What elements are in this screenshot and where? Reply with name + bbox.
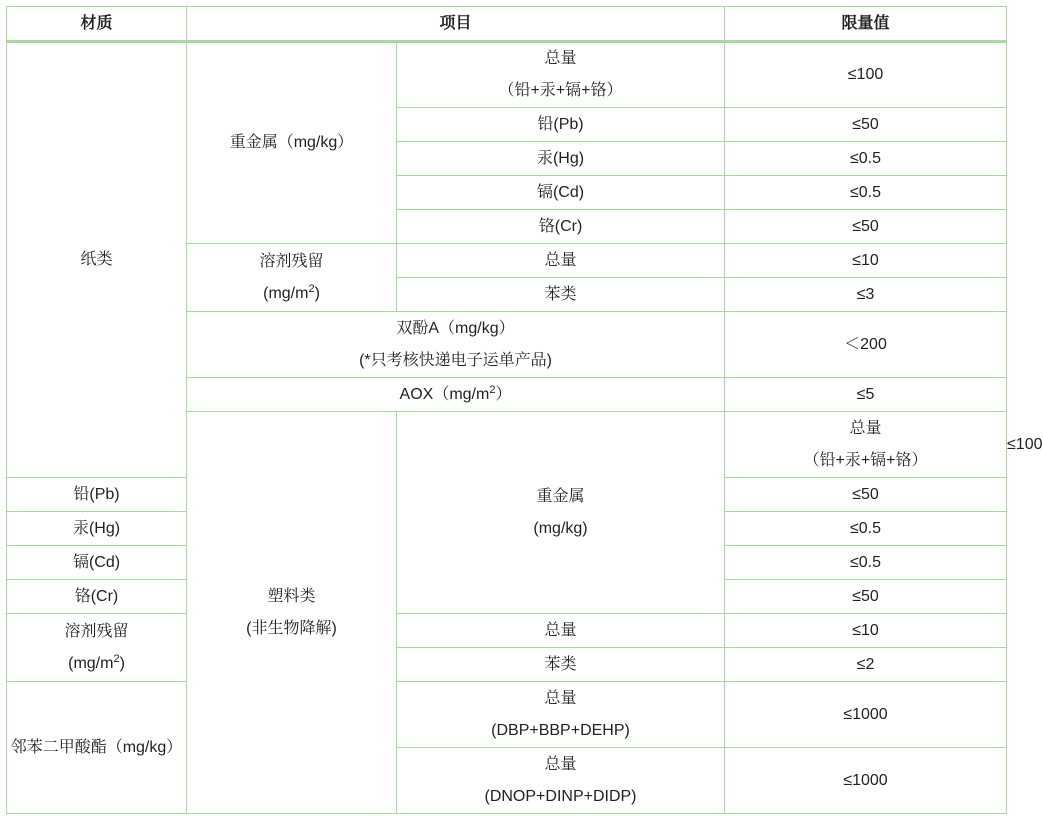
limit-table [6, 6, 1043, 814]
limit-value: ≤10 [725, 614, 1007, 648]
table-row [7, 682, 1007, 748]
limit-value: ≤2 [725, 648, 1007, 682]
plastic-solvent-label [7, 614, 187, 682]
item-line-1: 总量 [544, 689, 577, 707]
plastic-phthalate-label: 邻苯二甲酸酯（mg/kg） [7, 682, 187, 814]
table-row [7, 42, 1007, 108]
item-line-2: (DNOP+DINP+DIDP) [484, 787, 637, 805]
label-line-2: (mg/kg) [533, 519, 588, 537]
plastic-heavy-metal-label [397, 412, 725, 614]
limit-value: ≤0.5 [725, 512, 1007, 546]
limit-value: ≤50 [725, 580, 1007, 614]
header-row [7, 7, 1007, 42]
plastic-heavy-metal-total [725, 412, 1007, 478]
limit-value: ≤0.5 [725, 142, 1007, 176]
paper-bpa-label [187, 312, 725, 378]
item-cell: 汞(Hg) [7, 512, 187, 546]
item-line-1: 总量 [849, 419, 882, 437]
label-line-1: 重金属 [536, 487, 585, 505]
item-line-2: （铅+汞+镉+铬） [498, 82, 623, 99]
material-plastic [187, 412, 397, 814]
table-row [7, 614, 1007, 648]
item-cell: 铬(Cr) [7, 580, 187, 614]
item-cell: 铅(Pb) [7, 478, 187, 512]
item-cell: 铬(Cr) [397, 210, 725, 244]
item-cell: 汞(Hg) [397, 142, 725, 176]
item-cell: 总量 [397, 244, 725, 278]
material-line-1: 塑料类 [267, 587, 316, 605]
label-line-1: 双酚A（mg/kg） [396, 319, 515, 337]
item-cell [397, 682, 725, 748]
item-cell: 总量 [397, 614, 725, 648]
limit-value: ≤0.5 [725, 176, 1007, 210]
header-item: 项目 [187, 7, 725, 42]
limit-value: ≤10 [725, 244, 1007, 278]
paper-aox-label: $AOX(mg/m^2)$ [187, 378, 725, 412]
material-line-2: (非生物降解) [246, 619, 337, 637]
limit-value: ≤100 [725, 42, 1007, 108]
header-material: 材质 [7, 7, 187, 42]
limit-value: ≤1000 [725, 682, 1007, 748]
limit-value: ≤0.5 [725, 546, 1007, 580]
item-cell: 苯类 [397, 278, 725, 312]
limit-value: ＜200 [725, 312, 1007, 378]
label-line-2: (*只考核快递电子运单产品) [359, 351, 552, 369]
item-line-2: (DBP+BBP+DEHP) [491, 721, 630, 739]
label-line-1: 溶剂残留 [64, 622, 129, 640]
item-line-1: 总量 [544, 755, 577, 773]
label-line-2: $(mg/m^2)$ [263, 282, 320, 302]
header-limit: 限量值 [725, 7, 1007, 42]
material-paper: 纸类 [7, 42, 187, 478]
limit-value: ≤1000 [725, 748, 1007, 814]
paper-heavy-metal-label: 重金属（mg/kg） [187, 42, 397, 244]
limit-value: ≤50 [725, 478, 1007, 512]
item-line-2: （铅+汞+镉+铬） [803, 451, 928, 469]
item-cell [397, 748, 725, 814]
item-cell: 铅(Pb) [397, 108, 725, 142]
label-line-2: $(mg/m^2)$ [68, 652, 125, 672]
table-row: 塑料类 (非生物降解) 重金属 (mg/kg) 总量 （铅+汞+镉+铬） ≤100 [7, 412, 1007, 478]
item-cell: 镉(Cd) [7, 546, 187, 580]
item-cell: 苯类 [397, 648, 725, 682]
item-line-1: 总量 [544, 50, 577, 67]
item-cell: 镉(Cd) [397, 176, 725, 210]
limit-value: ≤3 [725, 278, 1007, 312]
paper-solvent-label [187, 244, 397, 312]
limit-value: ≤50 [725, 108, 1007, 142]
limit-value: ≤5 [725, 378, 1007, 412]
label-line-1: 溶剂残留 [259, 252, 324, 270]
limit-value: ≤50 [725, 210, 1007, 244]
paper-heavy-metal-total [397, 42, 725, 108]
